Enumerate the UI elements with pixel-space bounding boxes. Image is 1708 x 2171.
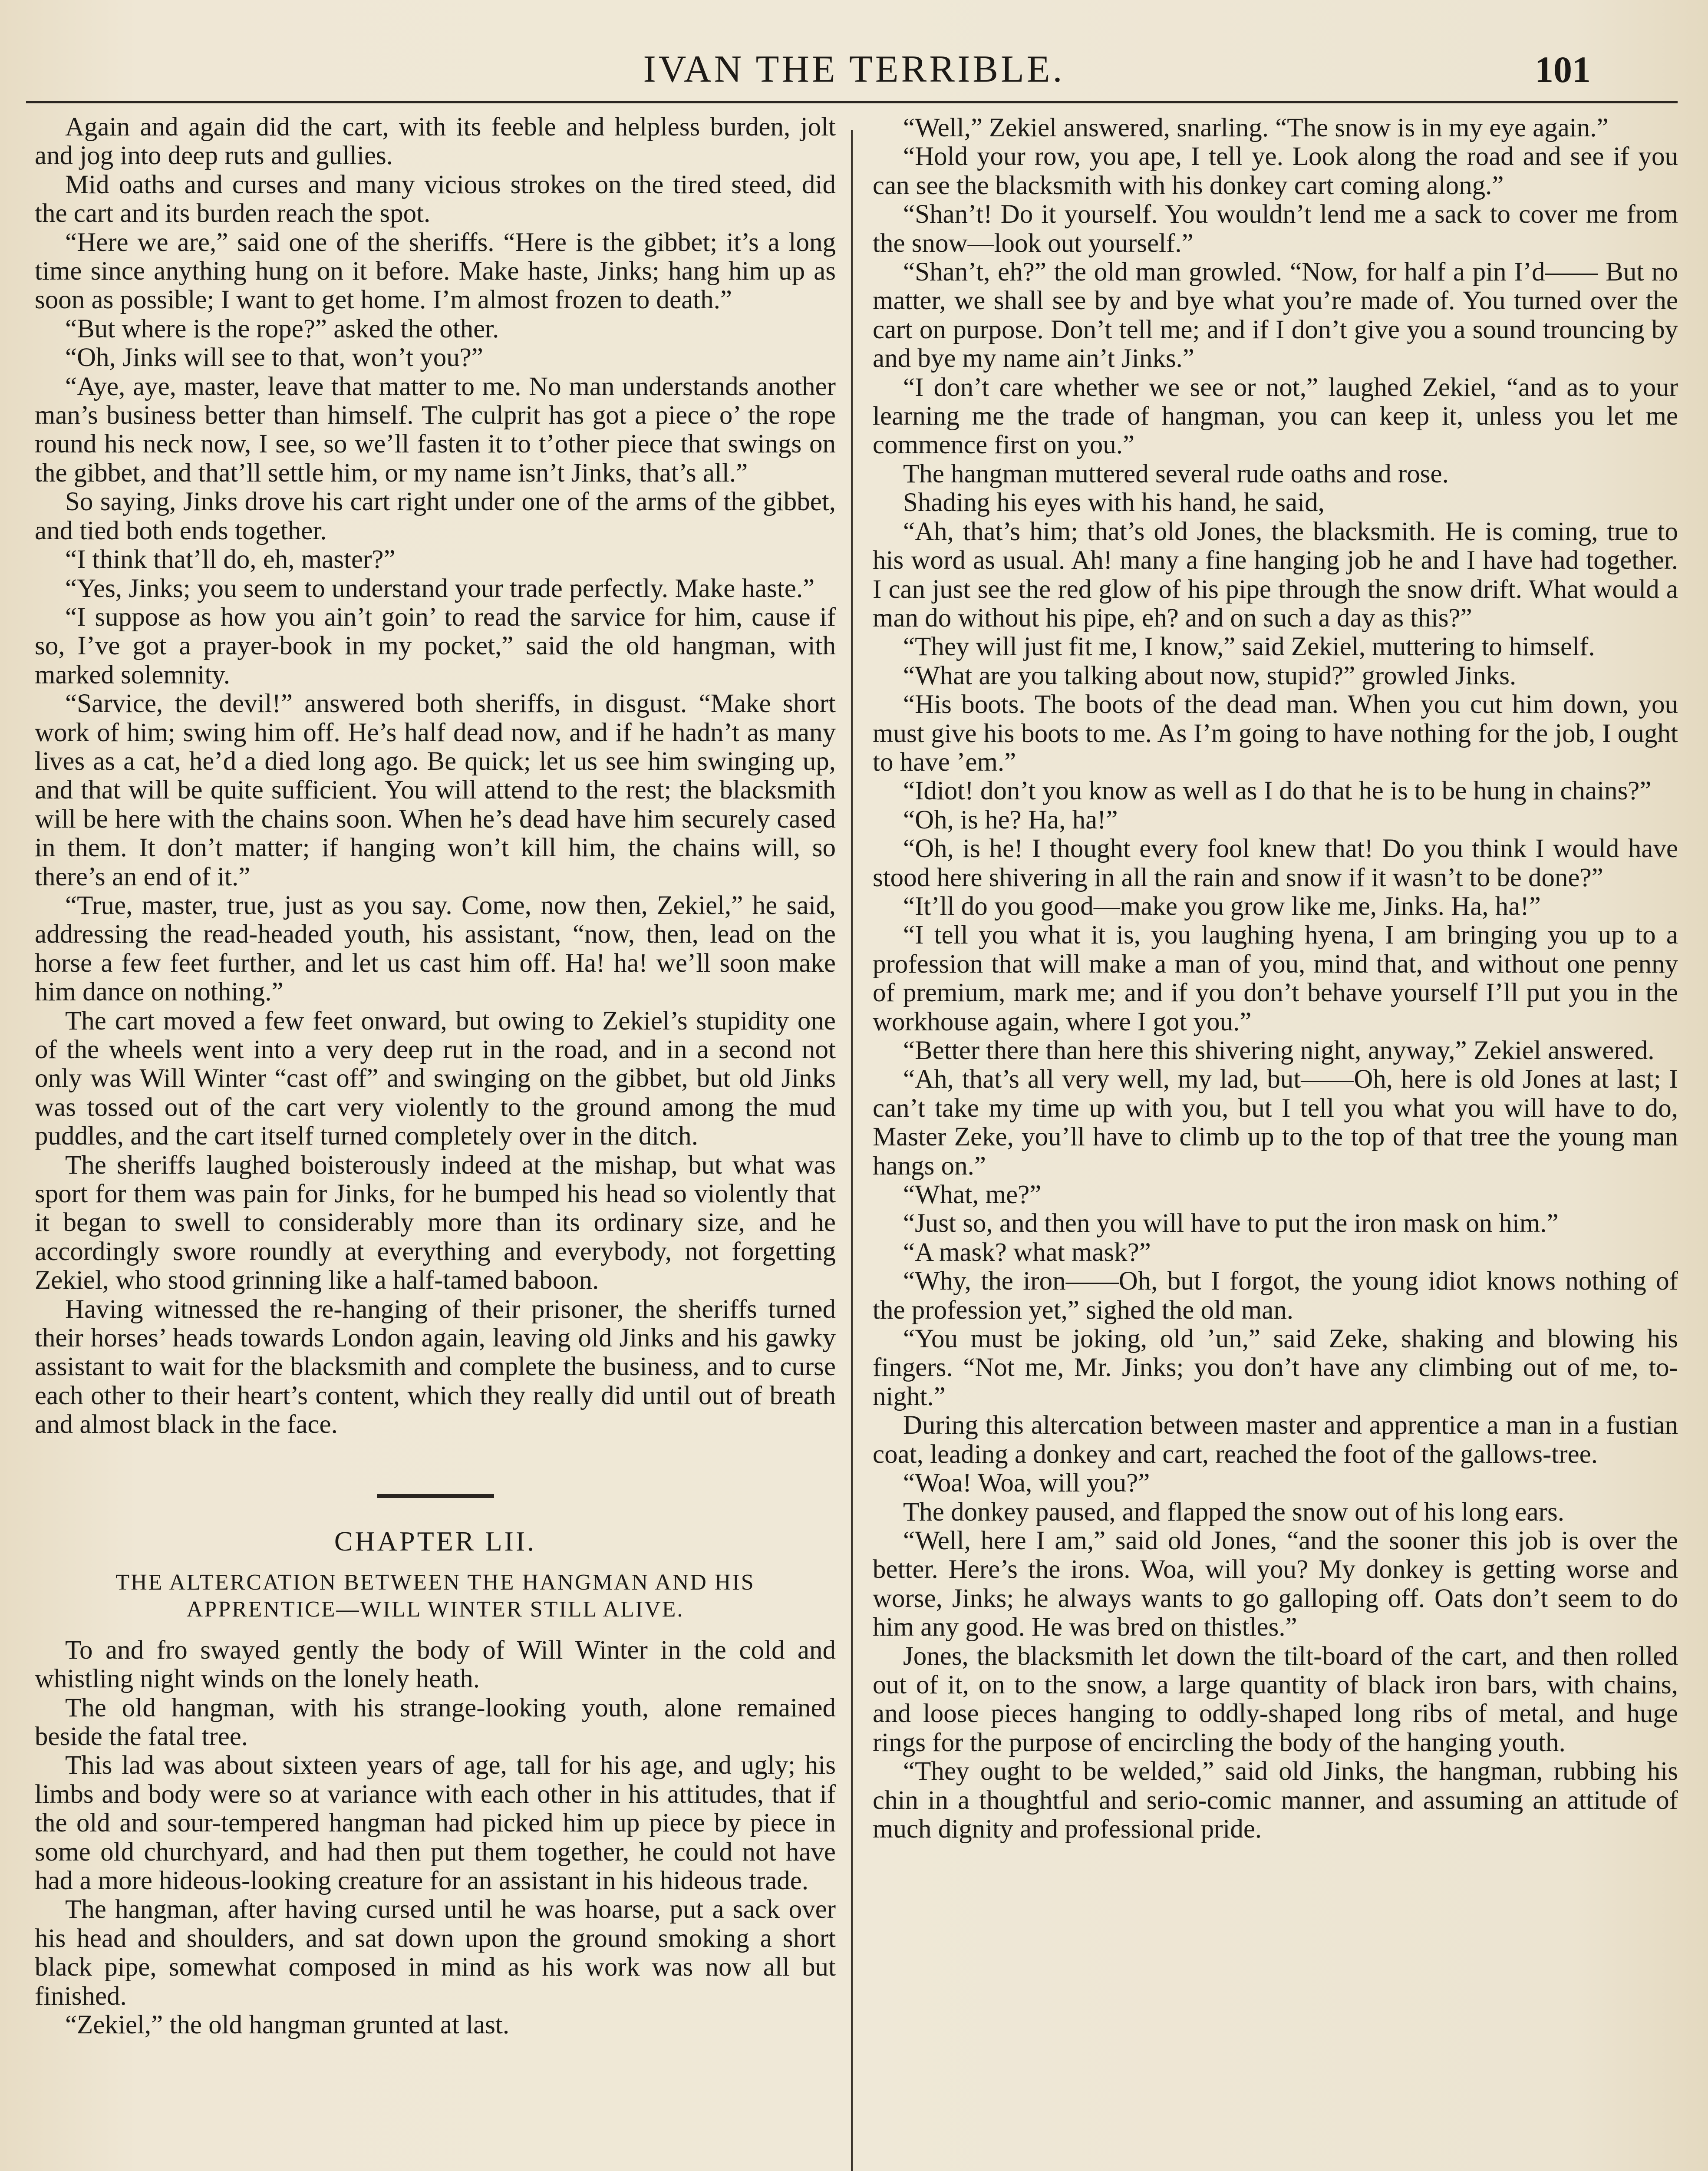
paragraph: “A mask? what mask?” [903,1237,1151,1267]
paragraph: The hangman muttered several rude oaths and rose. [903,459,1449,488]
paragraph: The donkey paused, and flapped the snow out of his long ears. [903,1497,1564,1527]
paragraph: “Woa! Woa, will you?” [903,1468,1150,1498]
paragraph: “Shan’t, eh?” the old man growled. “Now, for half a pin I’d—— But no matter, we shall see by and bye what you’re made of. You turned over the cart on purpose. Don’t tell me; and if I don’t give you a sound trouncing by and bye my name ain’t Jinks.” [873,257,1678,373]
paragraph: “What, me?” [903,1180,1042,1210]
paragraph: Shading his eyes with his hand, he said, [903,488,1325,518]
paragraph: “Yes, Jinks; you seem to understand your trade perfectly. Make haste.” [65,574,815,603]
paragraph: “True, master, true, just as you say. Come, now then, Zekiel,” he said, addressing the read-headed youth, his assistant, “now, then, lead on the horse a few feet further, and let us cast him off. Ha! ha! we’ll soon make him dance on nothing.” [35,891,836,1007]
paragraph: “But where is the rope?” asked the other. [65,314,499,343]
chapter-title: CHAPTER LII. [334,1525,537,1557]
paragraph: “You must be joking, old ’un,” said Zeke, shaking and blowing his fingers. “Not me, Mr. Jinks; you don’t have any climbing out of me, to-night.” [873,1324,1678,1411]
paragraph: “Well, here I am,” said old Jones, “and the sooner this job is over the better. Here’s the irons. Woa, will you? My donkey is getting worse and worse, Jinks; he always wants to go galloping off. Oats don’t seem to do him any good. He was bred on thistles.” [873,1526,1678,1642]
paragraph: “Well,” Zekiel answered, snarling. “The snow is in my eye again.” [903,113,1609,142]
paragraph: “I suppose as how you ain’t goin’ to read the sarvice for him, cause if so, I’ve got a prayer-book in my pocket,” said the old hangman, with marked solemnity. [35,602,836,690]
paragraph: “Ah, that’s him; that’s old Jones, the blacksmith. He is coming, true to his word as usual. Ah! many a fine hanging job he and I have had together. I can just see the red glow of his pipe through the snow drift. What would a man do without his pipe, eh? and on such a day as this?” [873,517,1678,633]
paragraph: To and fro swayed gently the body of Will Winter in the cold and whistling night winds on the lonely heath. [35,1635,836,1694]
paragraph: “Oh, Jinks will see to that, won’t you?” [65,343,483,373]
right-column [873,114,1678,1844]
paragraph: So saying, Jinks drove his cart right under one of the arms of the gibbet, and tied both ends together. [35,487,836,545]
paragraph: “They will just fit me, I know,” said Zekiel, muttering to himself. [903,632,1595,662]
paragraph: The cart moved a few feet onward, but owing to Zekiel’s stupidity one of the wheels went into a very deep rut in the road, and in a second not only was Will Winter “cast off” and swinging on the gibbet, but old Jinks was tossed out of the cart very violently to the ground among the mud puddles, and the cart itself turned completely over in the ditch. [35,1006,836,1151]
paragraph: “It’ll do you good—make you grow like me, Jinks. Ha, ha!” [903,891,1541,921]
paragraph: “They ought to be welded,” said old Jinks, the hangman, rubbing his chin in a thoughtful and serio-comic manner, and assuming an attitude of much dignity and professional pride. [873,1757,1678,1844]
running-title: IVAN THE TERRIBLE. [643,48,1065,90]
paragraph: “Shan’t! Do it yourself. You wouldn’t lend me a sack to cover me from the snow—look out yourself.” [873,200,1678,258]
paragraph: “Idiot! don’t you know as well as I do that he is to be hung in chains?” [903,776,1652,806]
paragraph: “Zekiel,” the old hangman grunted at last. [65,2010,510,2039]
paragraph: During this altercation between master and apprentice a man in a fustian coat, leading a donkey and cart, reached the foot of the gallows-tree. [873,1411,1678,1469]
paragraph: Having witnessed the re-hanging of their prisoner, the sheriffs turned their horses’ heads towards London again, leaving old Jinks and his gawky assistant to wait for the blacksmith and complete the business, and to curse each other to their heart’s content, which they really did until out of breath and almost black in the face. [35,1294,836,1439]
paragraph: Jones, the blacksmith let down the tilt-board of the cart, and then rolled out of it, on to the snow, a large quantity of black iron bars, with chains, and loose pieces hanging to oddly-shaped long ribs of metal, and huge rings for the purpose of encircling the body of the hanging youth. [873,1641,1678,1757]
chapter-subtitle [35,1569,836,1623]
header-rule [26,101,1678,103]
page-number: 101 [1535,49,1591,90]
paragraph: “Here we are,” said one of the sheriffs. “Here is the gibbet; it’s a long time since anything hung on it before. Make haste, Jinks; hang him up as soon as possible; I want to get home. I’m almost frozen to death.” [35,228,836,315]
paragraph: Again and again did the cart, with its feeble and helpless burden, jolt and jog into deep ruts and gullies. [35,112,836,171]
paragraph: “What are you talking about now, stupid?” growled Jinks. [903,661,1517,690]
chapter-subtitle-line: THE ALTERCATION BETWEEN THE HANGMAN AND HIS [115,1570,755,1595]
paragraph: Mid oaths and curses and many vicious strokes on the tired steed, did the cart and its burden reach the spot. [35,170,836,228]
paragraph: “Oh, is he! I thought every fool knew that! Do you think I would have stood here shivering in all the rain and snow if it wasn’t to be done?” [873,834,1678,892]
section-rule [377,1494,494,1498]
paragraph: This lad was about sixteen years of age, tall for his age, and ugly; his limbs and body were so at variance with each other in his attitudes, that if the old and sour-tempered hangman had picked him up piece by piece in some old churchyard, and had then put them together, he could not have had a more hideous-looking creature for an assistant in his hideous trade. [35,1751,836,1895]
chapter-subtitle-line: APPRENTICE—WILL WINTER STILL ALIVE. [186,1597,684,1622]
paragraph: “I don’t care whether we see or not,” laughed Zekiel, “and as to your learning me the trade of hangman, you can keep it, unless you let me commence first on you.” [873,373,1678,460]
paragraph: “Just so, and then you will have to put the iron mask on him.” [903,1209,1559,1238]
paragraph: “Hold your row, you ape, I tell ye. Look along the road and see if you can see the blacksmith with his donkey cart coming along.” [873,142,1678,200]
paragraph: “Better there than here this shivering night, anyway,” Zekiel answered. [903,1036,1655,1065]
paragraph: The sheriffs laughed boisterously indeed at the mishap, but what was sport for them was pain for Jinks, for he bumped his head so violently that it began to swell to considerably more than its ordinary size, and he accordingly swore roundly at everything and everybody, not forgetting Zekiel, who stood grinning like a half-tamed baboon. [35,1150,836,1295]
paragraph: “Sarvice, the devil!” answered both sheriffs, in disgust. “Make short work of him; swing him off. He’s half dead now, and if he hadn’t as many lives as a cat, he’d a died long ago. Be quick; let us see him swinging up, and that will be quite sufficient. You will attend to the rest; the blacksmith will be here with the chains soon. When he’s dead have him securely cased in them. It don’t matter; if hanging won’t kill him, the chains will, so there’s an end of it.” [35,689,836,891]
paragraph: “Ah, that’s all very well, my lad, but——Oh, here is old Jones at last; I can’t take my time up with you, but I tell you what you will have to do, Master Zeke, you’ll have to climb up to the top of that tree the young man hangs on.” [873,1065,1678,1181]
paragraph: “Why, the iron——Oh, but I forgot, the young idiot knows nothing of the profession yet,” sighed the old man. [873,1267,1678,1325]
paragraph: The hangman, after having cursed until he was hoarse, put a sack over his head and shoulders, and sat down upon the ground smoking a short black pipe, somewhat composed in mind as his work was now all but finished. [35,1895,836,2011]
paragraph: “I think that’ll do, eh, master?” [65,545,396,574]
left-column [35,113,836,2039]
paragraph: The old hangman, with his strange-looking youth, alone remained beside the fatal tree. [35,1693,836,1751]
paragraph: “Oh, is he? Ha, ha!” [903,805,1118,835]
column-divider [851,130,853,2171]
page-header [35,43,1673,96]
paragraph: “Aye, aye, master, leave that matter to me. No man understands another man’s business better than himself. The culprit has got a piece o’ the rope round his neck now, I see, so we’ll fasten it to t’other piece that swings on the gibbet, and that’ll settle him, or my name isn’t Jinks, that’s all.” [35,372,836,488]
paragraph: “I tell you what it is, you laughing hyena, I am bringing you up to a profession that will make a man of you, mind that, and without one penny of premium, mark me; and if you don’t behave yourself I’ll put you in the workhouse again, where I got you.” [873,921,1678,1036]
paragraph: “His boots. The boots of the dead man. When you cut him down, you must give his boots to me. As I’m going to have nothing for the job, I ought to have ’em.” [873,690,1678,777]
